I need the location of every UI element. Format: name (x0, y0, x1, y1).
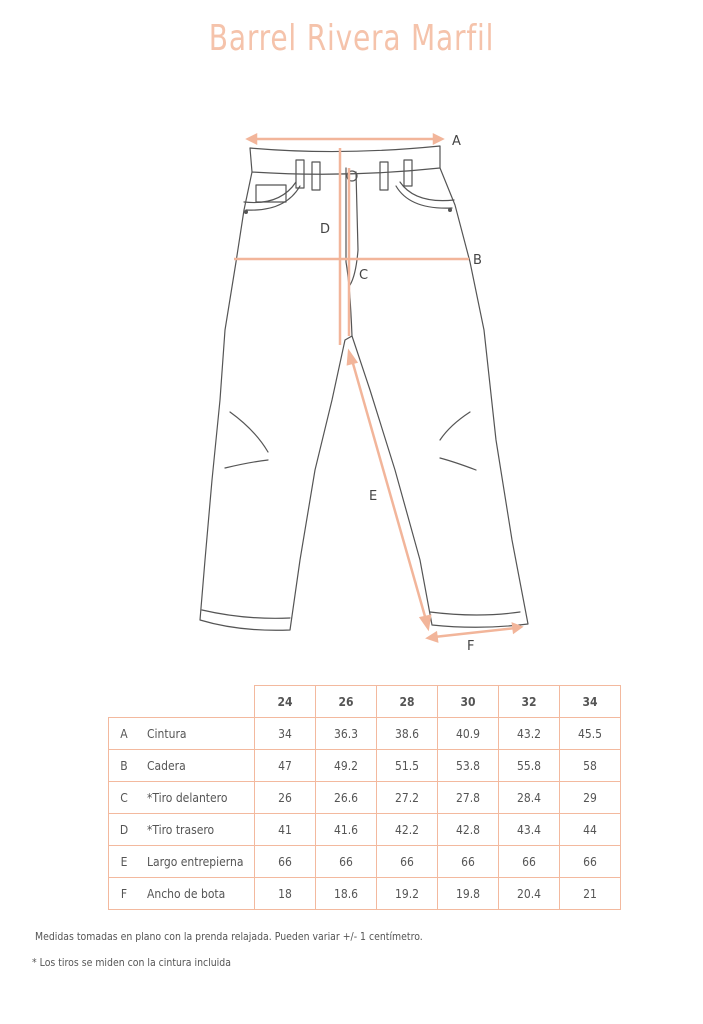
table-cell: 44 (560, 814, 621, 846)
row-letter: E (109, 846, 140, 878)
table-cell: 66 (255, 846, 316, 878)
table-cell: 27.8 (438, 782, 499, 814)
row-letter: F (109, 878, 140, 910)
size-header-row (109, 686, 621, 718)
table-cell: 34 (255, 718, 316, 750)
table-row (109, 878, 621, 910)
table-cell: 19.2 (377, 878, 438, 910)
table-cell: 18 (255, 878, 316, 910)
table-cell: 66 (438, 846, 499, 878)
size-header: 26 (316, 686, 377, 718)
label-f: F (467, 639, 475, 654)
table-cell: 36.3 (316, 718, 377, 750)
table-cell: 47 (255, 750, 316, 782)
size-header: 28 (377, 686, 438, 718)
coin-pocket (256, 185, 286, 202)
row-name: Cintura (139, 718, 255, 750)
row-letter: A (109, 718, 140, 750)
table-cell: 43.2 (499, 718, 560, 750)
table-cell: 45.5 (560, 718, 621, 750)
table-cell: 27.2 (377, 782, 438, 814)
size-header: 34 (560, 686, 621, 718)
table-cell: 49.2 (316, 750, 377, 782)
row-name: Ancho de bota (139, 878, 255, 910)
table-cell: 20.4 (499, 878, 560, 910)
size-header: 30 (438, 686, 499, 718)
table-cell: 38.6 (377, 718, 438, 750)
row-name: Cadera (139, 750, 255, 782)
table-cell: 28.4 (499, 782, 560, 814)
table-cell: 55.8 (499, 750, 560, 782)
table-cell: 18.6 (316, 878, 377, 910)
label-b: B (473, 253, 482, 268)
row-name: Largo entrepierna (139, 846, 255, 878)
label-c: C (359, 268, 369, 283)
table-row (109, 846, 621, 878)
table-cell: 41.6 (316, 814, 377, 846)
table-cell: 41 (255, 814, 316, 846)
table-cell: 19.8 (438, 878, 499, 910)
table-row (109, 718, 621, 750)
table-cell: 58 (560, 750, 621, 782)
table-cell: 51.5 (377, 750, 438, 782)
table-cell: 26 (255, 782, 316, 814)
table-row (109, 750, 621, 782)
row-letter: B (109, 750, 140, 782)
table-cell: 21 (560, 878, 621, 910)
measure-line-e (352, 360, 426, 620)
left-pocket (246, 186, 300, 210)
measurement-note: Medidas tomadas en plano con la prenda relajada. Pueden variar +/- 1 centímetro. (35, 930, 423, 943)
row-letter: C (109, 782, 140, 814)
size-chart-table (108, 685, 621, 910)
table-cell: 66 (316, 846, 377, 878)
table-cell: 26.6 (316, 782, 377, 814)
row-name: *Tiro delantero (139, 782, 255, 814)
table-cell: 53.8 (438, 750, 499, 782)
table-cell: 66 (560, 846, 621, 878)
size-header: 24 (255, 686, 316, 718)
table-row (109, 782, 621, 814)
size-header: 32 (499, 686, 560, 718)
row-letter: D (109, 814, 140, 846)
measure-line-f (434, 628, 516, 637)
table-cell: 66 (377, 846, 438, 878)
table-cell: 43.4 (499, 814, 560, 846)
table-row (109, 814, 621, 846)
label-e: E (369, 489, 378, 504)
table-cell: 42.8 (438, 814, 499, 846)
right-pocket (396, 186, 452, 208)
row-name: *Tiro trasero (139, 814, 255, 846)
table-cell: 66 (499, 846, 560, 878)
label-a: A (452, 134, 461, 149)
table-cell: 40.9 (438, 718, 499, 750)
label-d: D (320, 222, 331, 237)
rise-footnote: * Los tiros se miden con la cintura incluida (32, 956, 231, 969)
table-cell: 29 (560, 782, 621, 814)
page-title: Barrel Rivera Marfil (208, 18, 495, 59)
table-cell: 42.2 (377, 814, 438, 846)
